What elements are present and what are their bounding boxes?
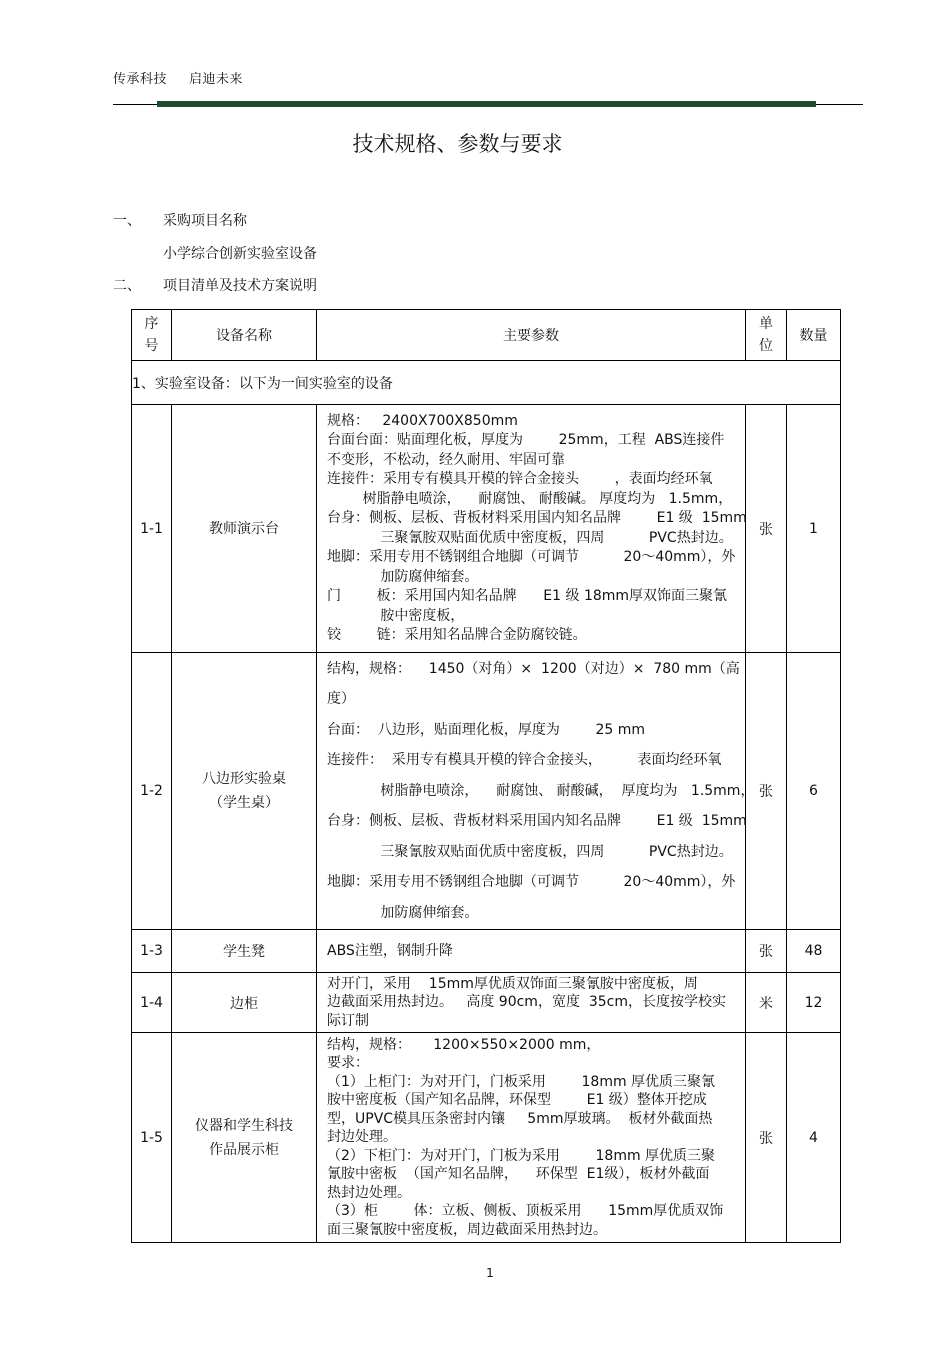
param-line: （2）下柜门：为对开门，门板为采用 18mm 厚优质三聚 bbox=[327, 1147, 716, 1164]
row-name: 教师演示台 bbox=[172, 405, 317, 653]
header-unit: 单 位 bbox=[746, 310, 787, 361]
row-unit: 张 bbox=[746, 1033, 787, 1243]
param-line: 边截面采用热封边。 高度 90cm，宽度 35cm，长度按学校实 bbox=[327, 994, 726, 1011]
param-line: 台身：侧板、层板、背板材料采用国内知名品牌 E1 级 15mm bbox=[327, 813, 747, 830]
param-line: 台面： 八边形，贴面理化板，厚度为 25 mm bbox=[327, 721, 646, 738]
section-number: 二、 bbox=[113, 278, 141, 294]
row-unit: 张 bbox=[746, 930, 787, 973]
page-number: 1 bbox=[486, 1266, 494, 1280]
header-right-text: 启迪未来 bbox=[189, 72, 244, 87]
row-params bbox=[317, 653, 755, 930]
param-line: ABS注塑，钢制升降 bbox=[327, 943, 453, 959]
table-row bbox=[132, 653, 841, 930]
table-row bbox=[132, 405, 841, 653]
param-line: （1）上柜门：为对开门，门板采用 18mm 厚优质三聚氰 bbox=[327, 1073, 716, 1090]
header-slogan bbox=[113, 68, 243, 87]
header-params: 主要参数 bbox=[317, 310, 746, 361]
param-line: 结构，规格： 1200×550×2000 mm， bbox=[327, 1036, 601, 1053]
header-rule-accent bbox=[157, 101, 816, 107]
row-name: 学生凳 bbox=[172, 930, 317, 973]
section-2-heading bbox=[113, 275, 513, 295]
table-row bbox=[132, 1033, 841, 1243]
row-seq: 1-1 bbox=[132, 405, 172, 653]
row-unit: 张 bbox=[746, 405, 787, 653]
param-line: 对开门，采用 15mm厚优质双饰面三聚氰胺中密度板，周 bbox=[327, 975, 698, 992]
param-line: 连接件：采用专有模具开模的锌合金接头 ，表面均经环氧 bbox=[327, 471, 713, 487]
param-line: 加防腐伸缩套。 bbox=[327, 568, 479, 585]
param-line: 铰 链：采用知名品牌合金防腐铰链。 bbox=[327, 627, 587, 643]
header-name: 设备名称 bbox=[172, 310, 317, 361]
table-row bbox=[132, 930, 841, 973]
section-number: 一、 bbox=[113, 213, 141, 229]
row-params bbox=[317, 405, 746, 653]
row-unit: 米 bbox=[746, 973, 787, 1033]
param-line: 胺中密度板（国产知名品牌，环保型 E1 级）整体开挖成 bbox=[327, 1092, 707, 1109]
row-seq: 1-5 bbox=[132, 1033, 172, 1243]
row-qty: 6 bbox=[787, 653, 841, 930]
param-line: 门 板：采用国内知名品牌 E1 级 18mm厚双饰面三聚氰 bbox=[327, 588, 728, 604]
table-row bbox=[132, 973, 841, 1033]
category-label: 1、实验室设备：以下为一间实验室的设备 bbox=[132, 361, 841, 405]
param-line: 不变形，不松动，经久耐用、牢固可靠 bbox=[327, 451, 565, 468]
row-qty: 12 bbox=[787, 973, 841, 1033]
param-line: 胺中密度板， bbox=[327, 607, 465, 624]
project-name-text: 小学综合创新实验室设备 bbox=[163, 246, 317, 262]
param-line: 三聚氰胺双贴面优质中密度板，四周 PVC热封边。 bbox=[327, 843, 733, 860]
section-1-heading bbox=[113, 210, 513, 230]
param-line: 树脂静电喷涂， 耐腐蚀、 耐酸碱， 厚度均为 1.5mm， bbox=[327, 782, 755, 799]
header-seq: 序 号 bbox=[132, 310, 172, 361]
param-line: 台面台面：贴面理化板，厚度为 25mm，工程 ABS连接件 bbox=[327, 432, 725, 448]
row-seq: 1-2 bbox=[132, 653, 172, 930]
param-line: 度） bbox=[327, 691, 355, 708]
row-params bbox=[317, 973, 746, 1033]
param-line: 型，UPVC模具压条密封内镶 5mm厚玻璃。 板材外截面热 bbox=[327, 1110, 713, 1127]
row-qty: 1 bbox=[787, 405, 841, 653]
row-params bbox=[317, 930, 746, 973]
row-qty: 4 bbox=[787, 1033, 841, 1243]
param-line: 际订制 bbox=[327, 1012, 369, 1029]
row-name: 仪器和学生科技 作品展示柜 bbox=[172, 1033, 317, 1243]
param-line: 规格： 2400X700X850mm bbox=[327, 412, 518, 429]
param-line: 台身：侧板、层板、背板材料采用国内知名品牌 E1 级 15mm bbox=[327, 510, 747, 526]
section-text: 项目清单及技术方案说明 bbox=[163, 278, 317, 294]
param-line: 加防腐伸缩套。 bbox=[327, 904, 479, 921]
equipment-spec-table bbox=[131, 309, 841, 1243]
param-line: （3）柜 体：立板、侧板、顶板采用 15mm厚优质双饰 bbox=[327, 1203, 724, 1220]
category-row bbox=[132, 361, 841, 405]
header-left-text: 传承科技 bbox=[113, 72, 168, 87]
row-unit: 张 bbox=[746, 653, 787, 930]
row-name: 八边形实验桌 （学生桌） bbox=[172, 653, 317, 930]
param-line: 封边处理。 bbox=[327, 1129, 397, 1146]
row-params bbox=[317, 1033, 746, 1243]
row-seq: 1-3 bbox=[132, 930, 172, 973]
param-line: 面三聚氰胺中密度板，周边截面采用热封边。 bbox=[327, 1221, 607, 1238]
param-line: 氰胺中密板 （国产知名品牌， 环保型 E1级），板材外截面 bbox=[327, 1166, 710, 1183]
header-qty: 数量 bbox=[787, 310, 841, 361]
param-line: 地脚：采用专用不锈钢组合地脚（可调节 20～40mm），外 bbox=[327, 549, 736, 565]
param-line: 结构，规格： 1450（对角）× 1200（对边）× 780 mm（高 bbox=[327, 660, 740, 677]
param-line: 热封边处理。 bbox=[327, 1184, 411, 1201]
project-name bbox=[113, 243, 513, 263]
row-seq: 1-4 bbox=[132, 973, 172, 1033]
row-name: 边柜 bbox=[172, 973, 317, 1033]
param-line: 要求： bbox=[327, 1055, 369, 1072]
section-text: 采购项目名称 bbox=[163, 213, 247, 229]
param-line: 地脚：采用专用不锈钢组合地脚（可调节 20～40mm），外 bbox=[327, 874, 736, 891]
param-line: 三聚氰胺双贴面优质中密度板，四周 PVC热封边。 bbox=[327, 529, 733, 546]
row-qty: 48 bbox=[787, 930, 841, 973]
param-line: 连接件： 采用专有模具开模的锌合金接头， 表面均经环氧 bbox=[327, 752, 722, 769]
document-title: 技术规格、参数与要求 bbox=[352, 132, 563, 156]
table-header-row bbox=[132, 310, 841, 361]
param-line: 树脂静电喷涂， 耐腐蚀、 耐酸碱。 厚度均为 1.5mm， bbox=[327, 490, 733, 507]
